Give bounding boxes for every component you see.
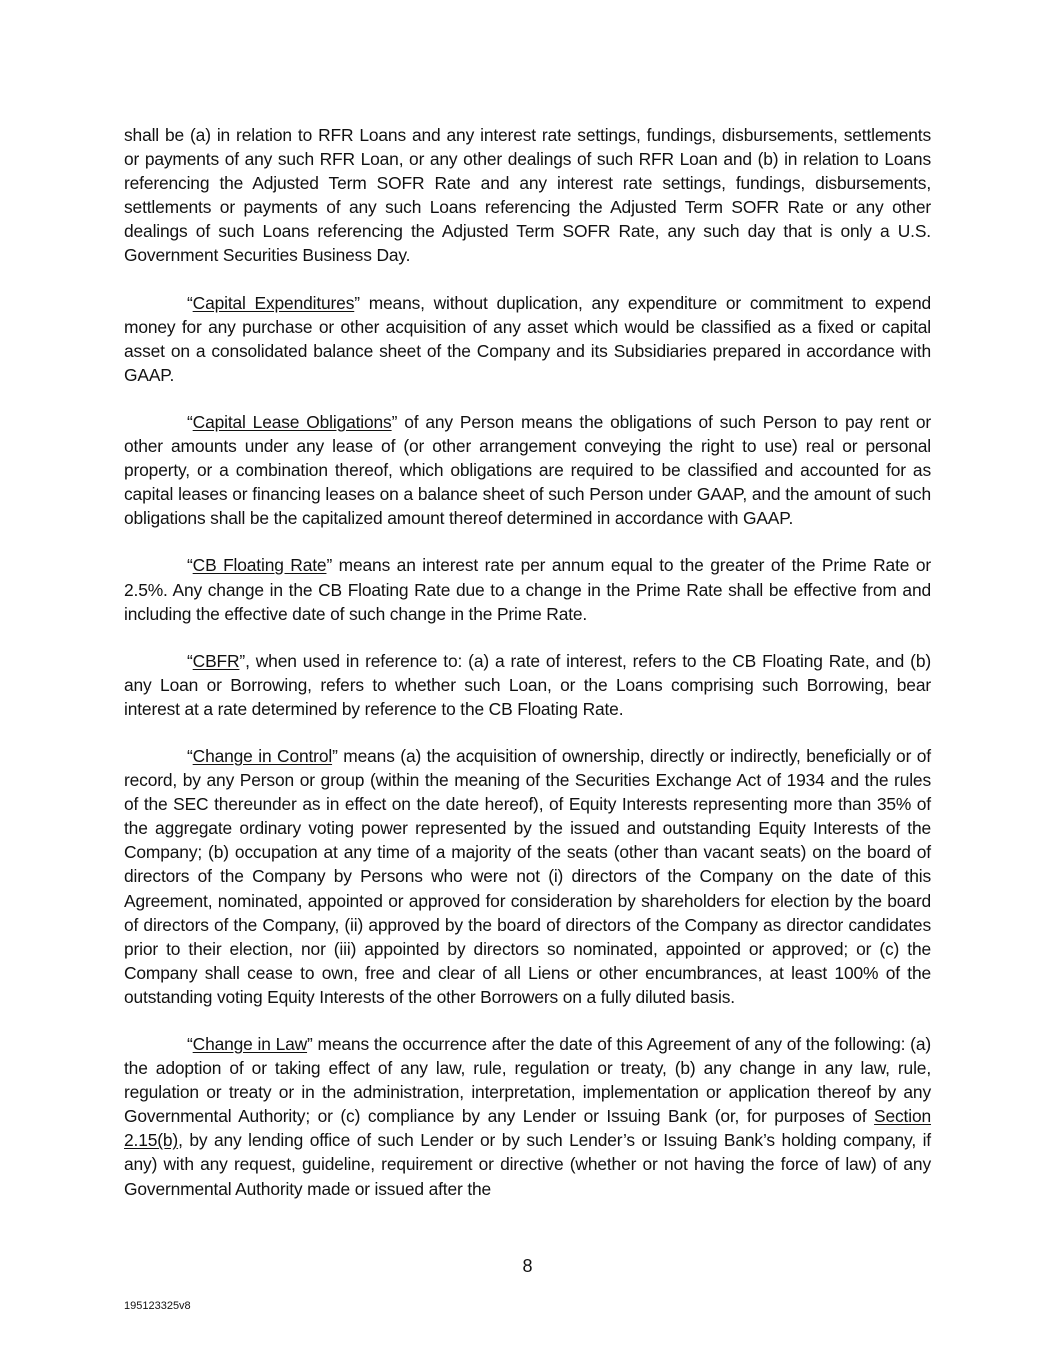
open-quote: “ [187, 1034, 193, 1054]
open-quote: “ [187, 745, 193, 766]
definition-text: of any Person means the obligations of such Person to pay rent or other amounts under any lease of (or other arrangement conveying the right to use) real or personal property, or a combination thereof, which obligations are required to be classified and accounted for as capital leases or financing leases on a balance sheet of such Person under GAAP, and the amount of such obligations shall be the capitalized amount thereof determined in accordance with GAAP. [124, 411, 931, 529]
open-quote: “ [187, 292, 193, 313]
definition-text: means an interest rate per annum equal to the greater of the Prime Rate or 2.5%. Any change in the CB Floating Rate due to a change in the Prime Rate shall be effective from and including the effective date of such change in the Prime Rate. [124, 555, 931, 624]
defined-term: Capital Expenditures [192, 292, 355, 313]
section-reference: Section 2.15(b) [124, 1106, 931, 1151]
defined-term: Change in Law [192, 1034, 308, 1054]
paragraph-business-day-continuation [124, 123, 931, 268]
open-quote: “ [187, 411, 193, 432]
page-number: 8 [522, 1256, 533, 1276]
definition-text: , when used in reference to: (a) a rate of interest, refers to the CB Floating Rate, and (b) any Loan or Borrowing, refers to whether such Loan, or the Loans comprising such Borrowing, bear interest at a rate determined by reference to the CB Floating Rate. [124, 650, 931, 719]
paragraph-text: shall be (a) in relation to RFR Loans and any interest rate settings, fundings, disbursements, settlements or payments of any such RFR Loan, or any other dealings of such RFR Loan and (b) in relation to Loans referencing the Adjusted Term SOFR Rate and any interest rate settings, fundings, disbursements, settlements or payments of any such Loans referencing the Adjusted Term SOFR Rate or any other dealings of such Loans referencing the Adjusted Term SOFR Rate, any such day that is only a U.S. Government Securities Business Day. [124, 125, 931, 266]
defined-term: Capital Lease Obligations [192, 411, 392, 432]
definition-text: means the occurrence after the date of this Agreement of any of the following: (a) the adoption of or taking effect of any law, rule, regulation or treaty, (b) any change in any law, rule, regulation or treaty or in the administration, interpretation, implementation or application thereof by any Governmental Authority; or (c) compliance by any Lender or Issuing Bank (or, for purposes of [124, 1034, 931, 1127]
document-body [124, 123, 931, 1224]
definition-change-in-control [124, 744, 931, 1009]
defined-term: CB Floating Rate [192, 555, 327, 576]
close-quote: ” [332, 745, 338, 766]
close-quote: ” [326, 555, 333, 576]
close-quote: ” [307, 1034, 313, 1054]
defined-term: CBFR [192, 650, 240, 671]
definition-text: means, without duplication, any expenditure or commitment to expend money for any purchase or other acquisition of any asset which would be classified as a fixed or capital asset on a consolidated balance sheet of the Company and its Subsidiaries prepared in accordance with GAAP. [124, 292, 931, 385]
document-id: 195123325v8 [124, 1300, 191, 1312]
definition-capital-lease-obligations [124, 410, 931, 530]
close-quote: ” [354, 292, 360, 313]
open-quote: “ [187, 555, 193, 576]
definition-text-continued: , by any lending office of such Lender or by such Lender’s or Issuing Bank’s holding company, if any) with any request, guideline, requirement or directive (whether or not having the force of law) of any Governmental Authority made or issued after the [124, 1130, 931, 1199]
definition-change-in-law [124, 1032, 931, 1201]
definition-capital-expenditures [124, 291, 931, 387]
open-quote: “ [187, 650, 193, 671]
close-quote: ” [391, 411, 398, 432]
definition-cb-floating-rate [124, 553, 931, 625]
definition-cbfr [124, 649, 931, 721]
defined-term: Change in Control [192, 745, 333, 766]
close-quote: ” [239, 650, 246, 671]
definition-text: means (a) the acquisition of ownership, directly or indirectly, beneficially or of record, by any Person or group (within the meaning of the Securities Exchange Act of 1934 and the rules of the SEC thereunder as in effect on the date hereof), of Equity Interests representing more than 35% of the aggregate ordinary voting power represented by the issued and outstanding Equity Interests of the Company; (b) occupation at any time of a majority of the seats (other than vacant seats) on the board of directors of the Company by Persons who were not (i) directors of the Company on the date of this Agreement, nominated, appointed or approved for consideration by shareholders for election by the board of directors of the Company, (ii) approved by the board of directors of the Company as director candidates prior to their election, nor (iii) appointed by directors so nominated, appointed or approved; or (c) the Company shall cease to own, free and clear of all Liens or other encumbrances, at least 100% of the outstanding voting Equity Interests of the other Borrowers on a fully diluted basis. [124, 745, 931, 1007]
